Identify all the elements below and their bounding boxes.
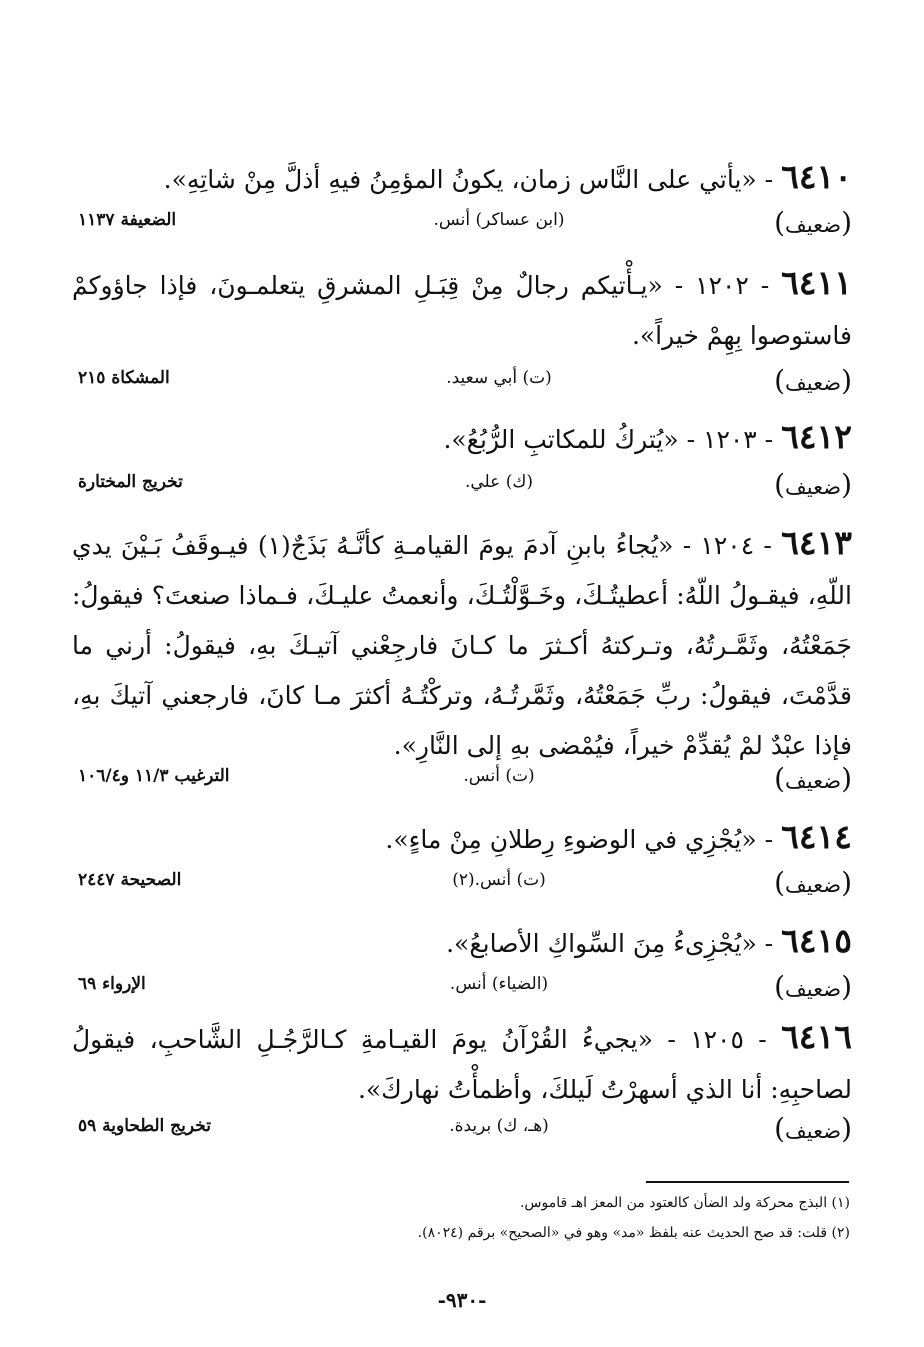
source-text: (ابن عساكر) أنس. [433,210,565,230]
source-row [72,364,852,404]
source-text: (الضياء) أنس. [449,974,549,994]
hadith-entry [72,518,852,771]
entry-number: ٦٤١٠ [781,157,852,196]
footnote: (٢) قلت: قد صح الحديث عنه بلفظ «مد» وهو في «الصحيح» برقم (٨٠٢٤). [417,1225,850,1241]
source-text: (ت) أنس.(٢) [452,870,546,890]
hadith-entry [72,412,852,465]
grade-label: (ضعيف) [774,762,852,795]
grade-label: (ضعيف) [774,468,852,501]
grade-text: ضعيف [785,1119,842,1143]
hadith-text: - ١٢٠٢ - «يـأْتيكم رجالٌ مِنْ قِبَـلِ المشرقِ يتعلمـونَ، فإذا جاؤوكمْ فاستوصوا بِهِمْ خيراً». [72,271,852,350]
reference-text: المشكاة ٢١٥ [78,368,170,388]
hadith-text: - «يأتي على النَّاس زمان، يكونُ المؤمِنُ فيهِ أذلَّ مِنْ شاتِهِ». [163,165,774,194]
grade-label: (ضعيف) [774,970,852,1003]
hadith-entry [72,258,852,361]
footnote: (١) البذج محركة ولد الضأن كالعتود من المعز اهـ قاموس. [519,1195,850,1211]
grade-text: ضعيف [785,475,842,499]
grade-label: (ضعيف) [774,206,852,239]
reference-text: الترغيب ١١/٣ و١٠٦/٤ [78,766,230,786]
grade-text: ضعيف [785,371,842,395]
hadith-entry [72,152,852,205]
footnote-divider [646,1181,849,1183]
source-row [72,468,852,508]
source-row [72,1112,852,1152]
source-text: (ت) أبي سعيد. [446,368,552,388]
source-text: (ت) أنس. [463,766,535,786]
reference-text: الضعيفة ١١٣٧ [78,210,177,230]
entry-number: ٦٤١٢ [781,417,852,456]
grade-text: ضعيف [785,873,842,897]
hadith-text: - ١٢٠٣ - «يُتركُ للمكاتبِ الرُّبُعُ». [443,425,774,454]
hadith-entry [72,812,852,865]
hadith-entry [72,1012,852,1115]
page-number: -٩٣٠- [437,1288,487,1312]
hadith-text: - «يُجْزِي في الوضوءِ رِطلانِ مِنْ ماءٍ». [385,825,774,854]
hadith-text: - ١٢٠٥ - «يجيءُ القُرْآنُ يومَ القيـامةِ كـالرَّجُـلِ الشَّاحبِ، فيقولُ لصاحبِهِ: أنا الذي أسهرْتُ لَيلكَ، وأظمأْتُ نهاركَ». [72,1025,852,1104]
grade-text: ضعيف [785,213,842,237]
entry-number: ٦٤١٤ [781,817,852,856]
entry-number: ٦٤١١ [781,263,852,302]
source-row [72,866,852,906]
grade-label: (ضعيف) [774,364,852,397]
hadith-entry [72,916,852,969]
reference-text: الإرواء ٦٩ [78,974,146,994]
reference-text: تخريج المختارة [78,472,183,492]
entry-number: ٦٤١٣ [781,523,852,562]
hadith-text: - ١٢٠٤ - «يُجاءُ بابنِ آدمَ يومَ القيامـةِ كأنَّـهُ بَذَجٌ(١) فيـوقَفُ بَـيْنَ يدي اللّهِ، فيقـولُ اللّهُ: أعطيتُـكَ، وخَـوَّلْتُـكَ، وأنعمتُ عليـكَ، فـماذا صنعتَ؟ فيقولُ: جَمَعْتُهُ، وثَمَّـرتُهُ، وتـركتهُ أكـثرَ ما كـانَ فارجِعْني آتيـكَ بهِ، فيقولُ: أرني ما قدَّمْتَ، فيقولُ: ربِّ جَمَعْتُهُ، وثَمَّرتُـهُ، وتركْتُـهُ أكثرَ مـا كانَ، فارجعني آتيكَ بهِ، فإذا عبْدٌ لمْ يُقدِّمْ خيراً، فيُمْضى بهِ إلى النَّارِ». [72,531,852,760]
reference-text: تخريج الطحاوية ٥٩ [78,1116,211,1136]
source-text: (ك) علي. [464,472,534,492]
entry-number: ٦٤١٥ [781,921,852,960]
grade-text: ضعيف [785,977,842,1001]
reference-text: الصحيحة ٢٤٤٧ [78,870,182,890]
entry-number: ٦٤١٦ [781,1017,852,1056]
source-row [72,206,852,246]
source-text: (هـ، ك) بريدة. [449,1116,549,1136]
source-row [72,762,852,802]
source-row [72,970,852,1010]
hadith-text: - «يُجْزِىءُ مِنَ السِّواكِ الأصابعُ». [446,929,774,958]
grade-text: ضعيف [785,769,842,793]
grade-label: (ضعيف) [774,866,852,899]
grade-label: (ضعيف) [774,1112,852,1145]
